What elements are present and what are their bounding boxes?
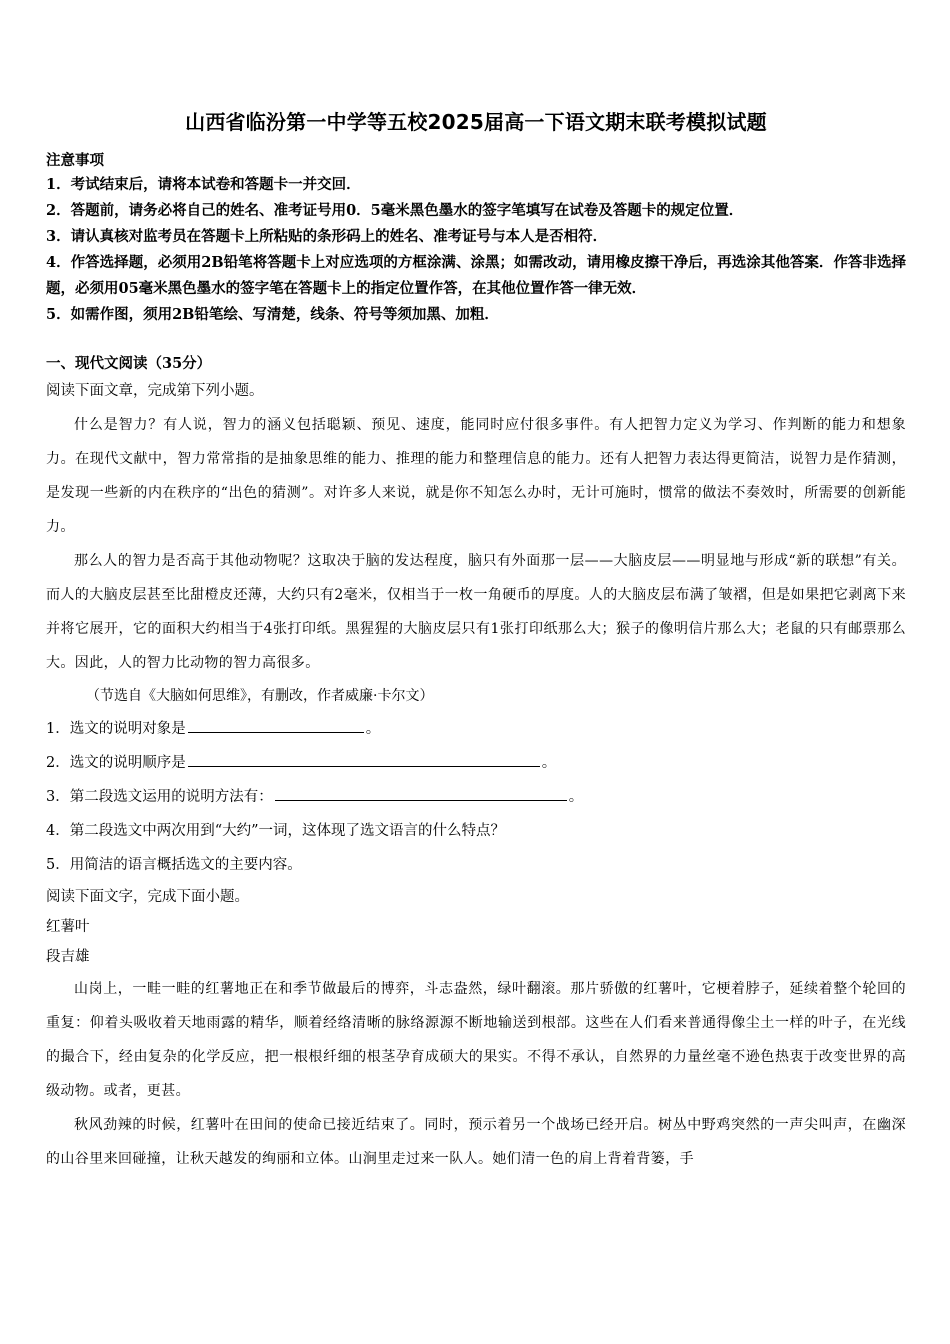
question-1-text: 1．选文的说明对象是 (46, 721, 186, 737)
section-heading: 一、现代文阅读（35分） (46, 355, 212, 372)
passage-paragraph-2: 那么人的智力是否高于其他动物呢？这取决于脑的发达程度，脑只有外面那一层——大脑皮层——明显地与形成“新的联想”有关。而人的大脑皮层甚至比甜橙皮还薄，大约只有2毫米，仅相当于一枚一角硬币的厚度。人的大脑皮层布满了皱褶，但是如果把它剥离下来并将它展开，它的面积大约相当于4张打印纸。黑猩猩的大脑皮层只有1张打印纸那么大；猴子的像明信片那么大；老鼠的只有邮票那么大。因此，人的智力比动物的智力高很多。 (46, 553, 906, 671)
reading-instruction: 阅读下面文章，完成第下列小题。 (46, 383, 264, 399)
section-article-reading (46, 882, 906, 1176)
notice-item-1: 1．考试结束后，请将本试卷和答题卡一并交回． (46, 176, 361, 193)
notice-item-4: 4．作答选择题，必须用2B铅笔将答题卡上对应选项的方框涂满、涂黑；如需改动，请用橡皮擦干净后，再选涂其他答案．作答非选择题，必须用05毫米黑色墨水的签字笔在答题卡上的指定位置作答，在其他位置作答一律无效． (46, 254, 906, 297)
question-2 (46, 746, 906, 780)
question-2-end: 。 (541, 755, 557, 771)
article-title: 红薯叶 (46, 919, 90, 935)
answer-blank-3[interactable] (275, 784, 567, 801)
exam-page (46, 108, 906, 1176)
question-3-text: 3．第二段选文运用的说明方法有： (46, 789, 273, 805)
question-3 (46, 780, 906, 814)
passage-paragraph-1: 什么是智力？有人说，智力的涵义包括聪颖、预见、速度，能同时应付很多事件。有人把智力定义为学习、作判断的能力和想象力。在现代文献中，智力常常指的是抽象思维的能力、推理的能力和整理信息的能力。还有人把智力表达得更简洁，说智力是作猜测，是发现一些新的内在秩序的“出色的猜测”。对许多人来说，就是你不知怎么办时，无计可施时，惯常的做法不奏效时，所需要的创新能力。 (46, 417, 906, 535)
question-3-end: 。 (568, 789, 584, 805)
notice-heading: 注意事项 (46, 152, 104, 169)
question-1-end: 。 (365, 721, 381, 737)
notice-item-5: 5．如需作图，须用2B铅笔绘、写清楚，线条、符号等须加黑、加粗． (46, 306, 499, 323)
notice-section (46, 150, 906, 328)
question-2-text: 2．选文的说明顺序是 (46, 755, 186, 771)
passage-source: （节选自《大脑如何思维》，有删改，作者威廉·卡尔文） (86, 688, 434, 704)
section-modern-reading (46, 352, 906, 882)
question-1 (46, 712, 906, 746)
article-instruction: 阅读下面文字，完成下面小题。 (46, 889, 249, 905)
answer-blank-2[interactable] (188, 750, 540, 767)
question-5: 5．用简洁的语言概括选文的主要内容。 (46, 857, 302, 873)
question-4: 4．第二段选文中两次用到“大约”一词，这体现了选文语言的什么特点？ (46, 823, 506, 839)
article-paragraph-2: 秋风劲辣的时候，红薯叶在田间的使命已接近结束了。同时，预示着另一个战场已经开启。树丛中野鸡突然的一声尖叫声，在幽深的山谷里来回碰撞，让秋天越发的绚丽和立体。山涧里走过来一队人。她们清一色的肩上背着背篓，手 (46, 1117, 906, 1167)
notice-item-2: 2．答题前，请务必将自己的姓名、准考证号用0．5毫米黑色墨水的签字笔填写在试卷及答题卡的规定位置． (46, 202, 744, 219)
article-paragraph-1: 山岗上，一畦一畦的红薯地正在和季节做最后的博弈，斗志盎然，绿叶翻滚。那片骄傲的红薯叶，它梗着脖子，延续着整个轮回的重复：仰着头吸收着天地雨露的精华，顺着经络清晰的脉络源源不断地输送到根部。这些在人们看来普通得像尘土一样的叶子，在光线的撮合下，经由复杂的化学反应，把一根根纤细的根茎孕育成硕大的果实。不得不承认，自然界的力量丝毫不逊色热衷于改变世界的高级动物。或者，更甚。 (46, 981, 906, 1099)
notice-item-3: 3．请认真核对监考员在答题卡上所粘贴的条形码上的姓名、准考证号与本人是否相符． (46, 228, 608, 245)
article-author: 段吉雄 (46, 949, 90, 965)
exam-title: 山西省临汾第一中学等五校2025届高一下语文期末联考模拟试题 (185, 110, 767, 134)
answer-blank-1[interactable] (188, 716, 364, 733)
